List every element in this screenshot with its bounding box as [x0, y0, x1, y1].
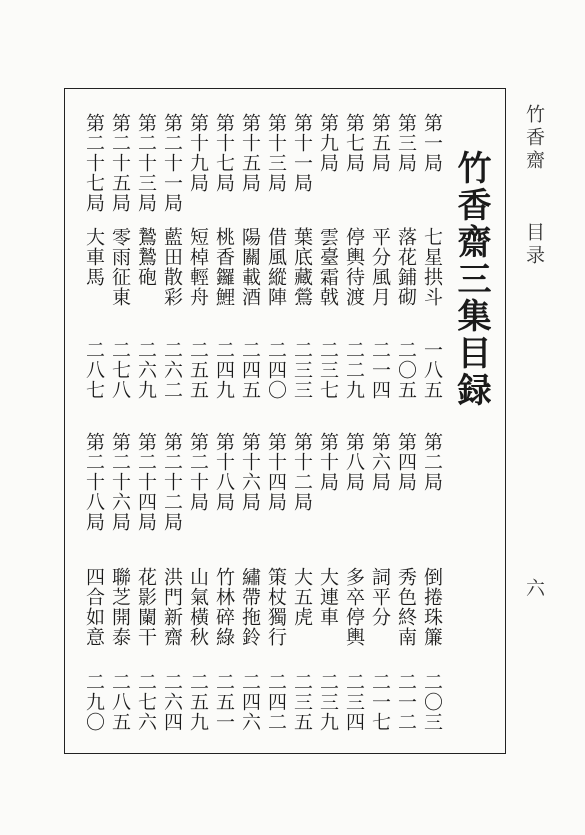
- toc-entry-page: 二三七: [317, 340, 339, 400]
- toc-entry-number: 第十七局: [213, 113, 235, 193]
- toc-entry-number: 第十六局: [239, 432, 261, 512]
- toc-entry-number: 第六局: [369, 432, 391, 492]
- running-book-title: 竹香齋: [523, 104, 545, 173]
- toc-entry-page: 二三四: [343, 672, 365, 732]
- toc-entry-name: 落花鋪砌: [395, 227, 417, 307]
- toc-entry-number: 第五局: [369, 113, 391, 173]
- toc-entry-number: 第二十四局: [135, 432, 157, 532]
- toc-entry-name: 大連車: [317, 567, 339, 627]
- toc-entry-page: 二六二: [161, 340, 183, 400]
- toc-entry-page: 二九〇: [83, 672, 105, 732]
- toc-entry-number: 第二十五局: [109, 113, 131, 213]
- toc-entry-number: 第二十八局: [83, 432, 105, 532]
- toc-entry-page: 二四六: [239, 672, 261, 732]
- toc-entry-page: 二三三: [291, 340, 313, 400]
- toc-entry-name: 平分風月: [369, 227, 391, 307]
- toc-entry-number: 第二十七局: [83, 113, 105, 213]
- toc-entry-name: 雲臺霜戟: [317, 227, 339, 307]
- toc-entry-name: 桃香鑼鯉: [213, 227, 235, 307]
- toc-entry-number: 第十局: [317, 432, 339, 492]
- toc-entry-name: 陽關載酒: [239, 227, 261, 307]
- toc-entry-name: 山氣橫秋: [187, 567, 209, 647]
- toc-entry-page: 二七八: [109, 340, 131, 400]
- running-section-label: 目录: [523, 222, 545, 268]
- toc-entry-page: 二一四: [369, 340, 391, 400]
- toc-entry-name: 策杖獨行: [265, 567, 287, 647]
- page-number: 六: [523, 578, 545, 601]
- toc-entry-page: 二六九: [135, 340, 157, 400]
- toc-entry-number: 第八局: [343, 432, 365, 492]
- toc-entry-number: 第十一局: [291, 113, 313, 193]
- toc-entry-name: 詞平分: [369, 567, 391, 627]
- toc-entry-name: 花影闌干: [135, 567, 157, 647]
- toc-entry-page: 二五一: [213, 672, 235, 732]
- toc-entry-number: 第二十一局: [161, 113, 183, 213]
- toc-entry-page: 二八五: [109, 672, 131, 732]
- toc-entry-number: 第十五局: [239, 113, 261, 193]
- toc-entry-page: 二七六: [135, 672, 157, 732]
- toc-entry-number: 第三局: [395, 113, 417, 173]
- toc-entry-number: 第二十六局: [109, 432, 131, 532]
- toc-entry-page: 二二九: [343, 340, 365, 400]
- toc-entry-page: 二三五: [291, 672, 313, 732]
- toc-entry-name: 竹林碎綠: [213, 567, 235, 647]
- toc-entry-name: 多卒停輿: [343, 567, 365, 647]
- toc-entry-name: 繡帶拖鈴: [239, 567, 261, 647]
- toc-entry-name: 零雨征東: [109, 227, 131, 307]
- toc-entry-page: 二一二: [395, 672, 417, 732]
- toc-entry-name: 大車馬: [83, 227, 105, 287]
- toc-entry-name: 四合如意: [83, 567, 105, 647]
- toc-entry-number: 第二局: [421, 432, 443, 492]
- toc-entry-name: 聯芝開泰: [109, 567, 131, 647]
- toc-entry-page: 一八五: [421, 340, 443, 400]
- toc-entry-name: 短棹輕舟: [187, 227, 209, 307]
- toc-entry-name: 鷙鷙砲: [135, 227, 157, 287]
- toc-entry-number: 第十九局: [187, 113, 209, 193]
- toc-entry-number: 第十八局: [213, 432, 235, 512]
- toc-entry-page: 二四九: [213, 340, 235, 400]
- toc-entry-name: 借風縱陣: [265, 227, 287, 307]
- page-title: 竹香齋三集目録: [451, 150, 491, 409]
- toc-entry-page: 二〇五: [395, 340, 417, 400]
- toc-entry-page: 二八七: [83, 340, 105, 400]
- toc-entry-number: 第七局: [343, 113, 365, 173]
- toc-entry-name: 大五虎: [291, 567, 313, 627]
- toc-entry-page: 二四五: [239, 340, 261, 400]
- toc-entry-page: 二〇三: [421, 672, 443, 732]
- toc-entry-number: 第十三局: [265, 113, 287, 193]
- toc-entry-number: 第二十二局: [161, 432, 183, 532]
- toc-entry-number: 第一局: [421, 113, 443, 173]
- toc-entry-number: 第二十局: [187, 432, 209, 512]
- toc-entry-page: 二四二: [265, 672, 287, 732]
- toc-entry-page: 二六四: [161, 672, 183, 732]
- toc-entry-name: 倒捲珠簾: [421, 567, 443, 647]
- toc-entry-page: 二五五: [187, 340, 209, 400]
- toc-entry-name: 七星拱斗: [421, 227, 443, 307]
- toc-entry-number: 第四局: [395, 432, 417, 492]
- toc-entry-number: 第二十三局: [135, 113, 157, 213]
- toc-entry-page: 二四〇: [265, 340, 287, 400]
- toc-entry-page: 二五九: [187, 672, 209, 732]
- toc-entry-number: 第九局: [317, 113, 339, 173]
- toc-entry-name: 葉底藏鶯: [291, 227, 313, 307]
- toc-entry-page: 二一七: [369, 672, 391, 732]
- toc-entry-name: 藍田散彩: [161, 227, 183, 307]
- toc-entry-name: 秀色終南: [395, 567, 417, 647]
- toc-entry-number: 第十四局: [265, 432, 287, 512]
- toc-entry-name: 洪門新齋: [161, 567, 183, 647]
- toc-entry-number: 第十二局: [291, 432, 313, 512]
- toc-entry-page: 二三九: [317, 672, 339, 732]
- toc-entry-name: 停輿待渡: [343, 227, 365, 307]
